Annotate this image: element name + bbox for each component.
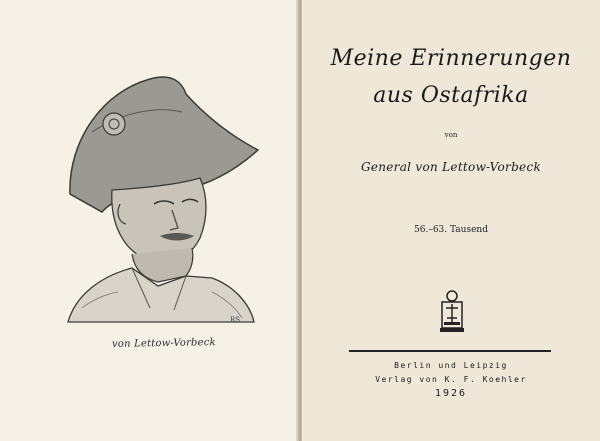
imprint-year: 1926 [434,388,468,399]
svg-text:RS: RS [230,316,241,324]
divider-rule [349,350,551,352]
imprint-place: Berlin und Leipzig [394,361,508,370]
edition-label: 56.–63. Tausend [414,225,488,235]
author-name: General von Lettow-Vorbeck [360,160,542,174]
portrait-illustration [62,72,267,327]
title-line-2: aus Ostafrika [373,83,529,108]
title-line-1: Meine Erinnerungen [330,46,572,71]
imprint-publisher: Verlag von K. F. Koehler [375,375,527,384]
left-page [0,0,298,441]
signature: von Lettow-Vorbeck [111,337,216,350]
publisher-mark-icon [438,288,466,334]
von-label: von [444,131,458,139]
